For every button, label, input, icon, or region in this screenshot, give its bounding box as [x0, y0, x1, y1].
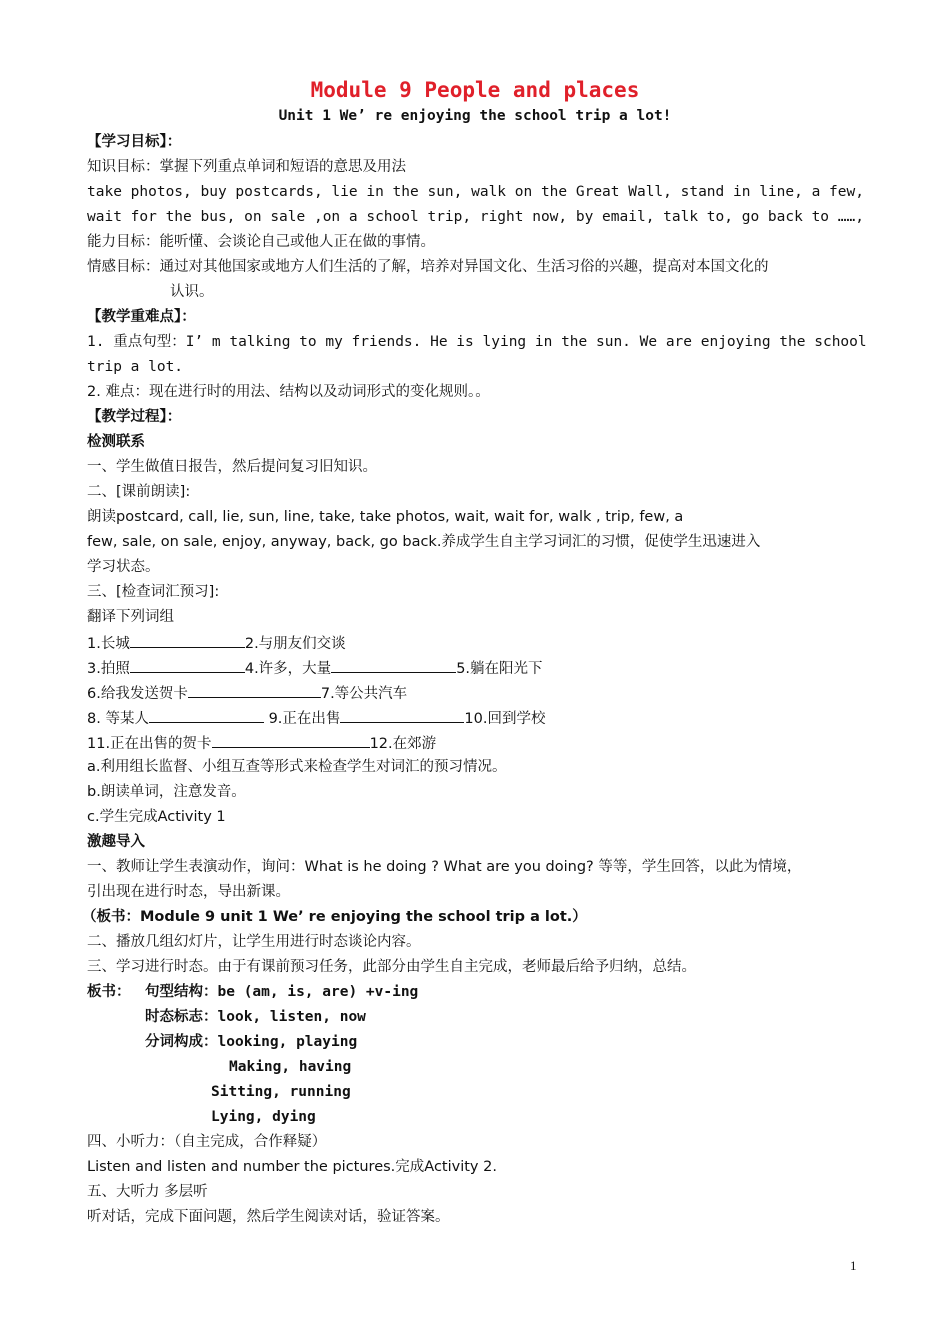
- phrases-line-1: take photos, buy postcards, lie in the sun, walk on the Great Wall, stand in line, a few,: [87, 184, 864, 200]
- vocab-item: 6.给我发送贺卡: [87, 686, 188, 702]
- vocab-item: 8. 等某人: [87, 711, 149, 727]
- emotion-objective-line-2: 认识。: [170, 284, 214, 300]
- intro-step-1-line-1: 一、教师让学生表演动作，询问：What is he doing ? What are you doing? 等等，学生回答，以此为情境，: [87, 859, 802, 875]
- emotion-objective-line-1: 情感目标：通过对其他国家或地方人们生活的了解，培养对异国文化、生活习俗的兴趣，提高对本国文化的: [87, 259, 769, 275]
- signal-row: [145, 1008, 925, 1026]
- structure-label: 句型结构：: [145, 984, 218, 1000]
- vocab-item: 7.等公共汽车: [320, 686, 408, 702]
- note-b: b.朗读单词，注意发音。: [87, 784, 246, 800]
- objectives-heading: 【学习目标】：: [87, 134, 182, 150]
- participle-value-1: looking, playing: [217, 1034, 358, 1050]
- participle-label: 分词构成：: [145, 1034, 218, 1050]
- key-point-1-line-2: trip a lot.: [87, 359, 184, 375]
- participle-value-2: Making, having: [229, 1059, 352, 1075]
- intro-step-4: 四、小听力：（自主完成，合作释疑）: [87, 1134, 327, 1150]
- structure-row: [145, 983, 925, 1001]
- vocab-line-2: [87, 658, 867, 678]
- intro-heading: 激趣导入: [87, 834, 145, 850]
- translate-instruction: 翻译下列词组: [87, 609, 174, 625]
- board-label: 板书：: [87, 984, 131, 1000]
- reading-line-1: 朗读postcard, call, lie, sun, line, take, take photos, wait, wait for, walk , trip, few, a: [87, 509, 684, 525]
- key-point-1-line-1: 1. 重点句型：I’ m talking to my friends. He is lying in the sun. We are enjoying the school: [87, 334, 867, 350]
- intro-step-5: 五、大听力 多层听: [87, 1184, 208, 1200]
- answer-blank[interactable]: [331, 658, 456, 673]
- participle-value-4: Lying, dying: [211, 1109, 316, 1125]
- page-number: 1: [850, 1258, 857, 1273]
- vocab-line-5: [87, 733, 867, 753]
- process-heading: 【教学过程】：: [87, 409, 182, 425]
- signal-value: look, listen, now: [217, 1009, 366, 1025]
- answer-blank[interactable]: [149, 708, 264, 723]
- answer-blank[interactable]: [188, 683, 321, 698]
- participle-value-3: Sitting, running: [211, 1084, 351, 1100]
- phrases-line-2: wait for the bus, on sale ,on a school trip, right now, by email, talk to, go back to ……,: [87, 209, 864, 225]
- signal-label: 时态标志：: [145, 1009, 218, 1025]
- knowledge-objective: 知识目标：掌握下列重点单词和短语的意思及用法: [87, 159, 406, 175]
- answer-blank[interactable]: [340, 708, 464, 723]
- step-3: 三、[检查词汇预习]:: [87, 584, 220, 600]
- answer-blank[interactable]: [212, 733, 370, 748]
- step-1: 一、学生做值日报告，然后提问复习旧知识。: [87, 459, 377, 475]
- intro-step-2: 二、播放几组幻灯片，让学生用进行时态谈论内容。: [87, 934, 421, 950]
- reading-line-2: few, sale, on sale, enjoy, anyway, back, go back.养成学生自主学习词汇的习惯，促使学生迅速进入: [87, 534, 761, 550]
- vocab-line-3: [87, 683, 867, 703]
- vocab-item: 5.躺在阳光下: [456, 661, 543, 677]
- answer-blank[interactable]: [130, 633, 245, 648]
- intro-step-3: 三、学习进行时态。由于有课前预习任务，此部分由学生自主完成，老师最后给予归纳，总结。: [87, 959, 696, 975]
- vocab-item: 10.回到学校: [464, 711, 546, 727]
- vocab-item: 12.在郊游: [369, 736, 437, 752]
- vocab-item: 9.正在出售: [268, 711, 341, 727]
- key-point-2: 2. 难点：现在进行时的用法、结构以及动词形式的变化规则。。: [87, 384, 490, 400]
- vocab-line-4: [87, 708, 867, 728]
- vocab-item: 1.长城: [87, 636, 130, 652]
- intro-step-5-text: 听对话，完成下面问题，然后学生阅读对话，验证答案。: [87, 1209, 450, 1225]
- step-2: 二、[课前朗读]:: [87, 484, 191, 500]
- participle-row: [145, 1033, 925, 1051]
- page-subtitle: Unit 1 We’ re enjoying the school trip a lot!: [278, 108, 672, 124]
- vocab-item: 2.与朋友们交谈: [244, 636, 346, 652]
- note-c: c.学生完成Activity 1: [87, 809, 226, 825]
- vocab-item: 4.许多，大量: [244, 661, 332, 677]
- reading-line-3: 学习状态。: [87, 559, 160, 575]
- check-heading: 检测联系: [87, 434, 145, 450]
- vocab-item: 3.拍照: [87, 661, 130, 677]
- intro-step-4-text: Listen and listen and number the pictures.完成Activity 2.: [87, 1159, 497, 1175]
- structure-value: be (am, is, are) +v-ing: [217, 984, 419, 1000]
- vocab-item: 11.正在出售的贺卡: [87, 736, 212, 752]
- answer-blank[interactable]: [130, 658, 245, 673]
- page-title: Module 9 People and places: [310, 78, 640, 102]
- board-note: （板书：Module 9 unit 1 We’ re enjoying the school trip a lot.）: [82, 909, 587, 925]
- vocab-line-1: [87, 633, 867, 653]
- intro-step-1-line-2: 引出现在进行时态，导出新课。: [87, 884, 290, 900]
- note-a: a.利用组长监督、小组互查等形式来检查学生对词汇的预习情况。: [87, 759, 507, 775]
- key-points-heading: 【教学重难点】：: [87, 309, 196, 325]
- ability-objective: 能力目标：能听懂、会谈论自己或他人正在做的事情。: [87, 234, 435, 250]
